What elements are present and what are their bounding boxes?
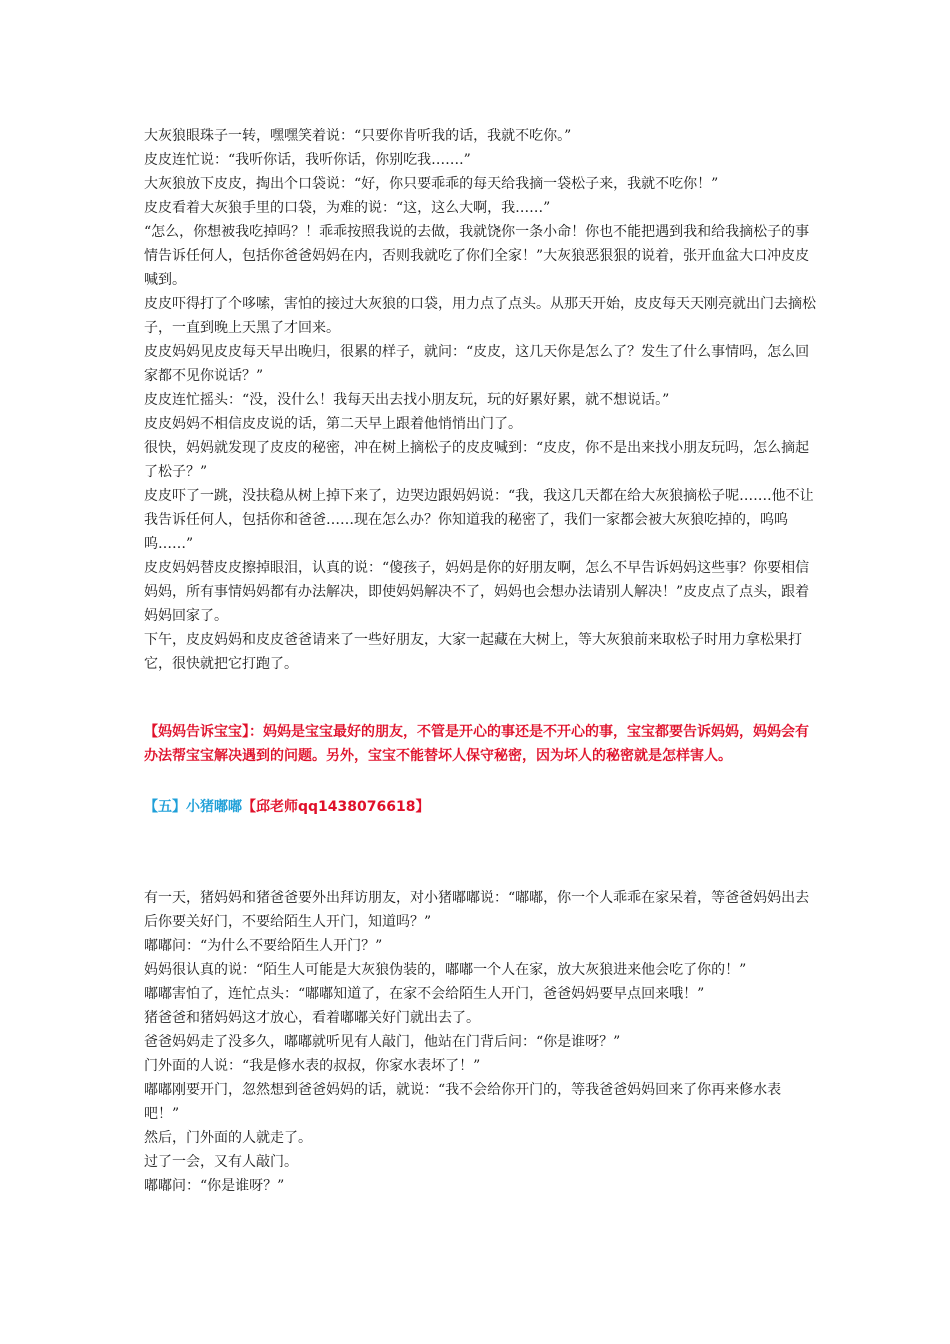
paragraph: 然后，门外面的人就走了。: [144, 1130, 312, 1146]
paragraph: 很快，妈妈就发现了皮皮的秘密，冲在树上摘松子的皮皮喊到：“皮皮，你不是出来找小朋友玩吗，怎么摘起了松子？”: [144, 440, 810, 480]
story-2-body: [144, 886, 816, 1198]
paragraph: “怎么，你想被我吃掉吗？！乖乖按照我说的去做，我就饶你一条小命！你也不能把遇到我和给我摘松子的事情告诉任何人，包括你爸爸妈妈在内，否则我就吃了你们全家！”大灰狼恶狠狠的说着，张开血盆大口冲皮皮喊到。: [144, 224, 810, 288]
paragraph: 门外面的人说：“我是修水表的叔叔，你家水表坏了！”: [144, 1058, 481, 1074]
section-number: 【五】: [144, 799, 186, 815]
paragraph: 大灰狼放下皮皮，掏出个口袋说：“好，你只要乖乖的每天给我摘一袋松子来，我就不吃你！”: [144, 176, 719, 192]
paragraph: 嘟嘟害怕了，连忙点头：“嘟嘟知道了，在家不会给陌生人开门，爸爸妈妈要早点回来哦！”: [144, 986, 705, 1002]
section-title: 小猪嘟嘟: [186, 799, 242, 815]
paragraph: 大灰狼眼珠子一转，嘿嘿笑着说：“只要你肯听我的话，我就不吃你。”: [144, 128, 572, 144]
paragraph: 皮皮妈妈替皮皮擦掉眼泪，认真的说：“傻孩子，妈妈是你的好朋友啊，怎么不早告诉妈妈这些事？你要相信妈妈，所有事情妈妈都有办法解决，即使妈妈解决不了，妈妈也会想办法请别人解决！”皮皮点了点头，跟着妈妈回家了。: [144, 560, 810, 624]
paragraph: 皮皮吓得打了个哆嗦，害怕的接过大灰狼的口袋，用力点了点头。从那天开始，皮皮每天天刚亮就出门去摘松子，一直到晚上天黑了才回来。: [144, 296, 816, 336]
teacher-contact: 【邱老师qq1438076618】: [242, 799, 430, 815]
paragraph: 皮皮看着大灰狼手里的口袋，为难的说：“这，这么大啊，我……”: [144, 200, 551, 216]
paragraph: 皮皮连忙说：“我听你话，我听你话，你别吃我…….”: [144, 152, 471, 168]
story-1-body: [144, 124, 816, 676]
moral-label: 【妈妈告诉宝宝】: [144, 724, 249, 740]
paragraph: 皮皮吓了一跳，没扶稳从树上掉下来了，边哭边跟妈妈说：“我，我这几天都在给大灰狼摘松子呢…….他不让我告诉任何人，包括你和爸爸……现在怎么办？你知道我的秘密了，我们一家都会被大灰狼吃掉的，呜呜呜……”: [144, 488, 814, 552]
moral-note: [144, 720, 816, 768]
paragraph: 皮皮妈妈见皮皮每天早出晚归，很累的样子，就问：“皮皮，这几天你是怎么了？发生了什么事情吗，怎么回家都不见你说话？”: [144, 344, 810, 384]
section-heading: [144, 795, 816, 819]
paragraph: 嘟嘟刚要开门，忽然想到爸爸妈妈的话，就说：“我不会给你开门的，等我爸爸妈妈回来了你再来修水表吧！”: [144, 1082, 782, 1122]
paragraph: 皮皮连忙摇头：“没，没什么！我每天出去找小朋友玩，玩的好累好累，就不想说话。”: [144, 392, 670, 408]
paragraph: 下午，皮皮妈妈和皮皮爸爸请来了一些好朋友，大家一起藏在大树上，等大灰狼前来取松子时用力拿松果打它，很快就把它打跑了。: [144, 632, 802, 672]
paragraph: 皮皮妈妈不相信皮皮说的话，第二天早上跟着他悄悄出门了。: [144, 416, 522, 432]
paragraph: 过了一会，又有人敲门。: [144, 1154, 298, 1170]
paragraph: 爸爸妈妈走了没多久，嘟嘟就听见有人敲门，他站在门背后问：“你是谁呀？”: [144, 1034, 621, 1050]
paragraph: 嘟嘟问：“你是谁呀？”: [144, 1178, 285, 1194]
paragraph: 妈妈很认真的说：“陌生人可能是大灰狼伪装的，嘟嘟一个人在家，放大灰狼进来他会吃了你的！”: [144, 962, 747, 978]
moral-text: ：妈妈是宝宝最好的朋友，不管是开心的事还是不开心的事，宝宝都要告诉妈妈，妈妈会有办法帮宝宝解决遇到的问题。另外，宝宝不能替坏人保守秘密，因为坏人的秘密就是怎样害人。: [144, 724, 809, 764]
paragraph: 猪爸爸和猪妈妈这才放心，看着嘟嘟关好门就出去了。: [144, 1010, 480, 1026]
paragraph: 有一天，猪妈妈和猪爸爸要外出拜访朋友，对小猪嘟嘟说：“嘟嘟，你一个人乖乖在家呆着，等爸爸妈妈出去后你要关好门，不要给陌生人开门，知道吗？”: [144, 890, 810, 930]
paragraph: 嘟嘟问：“为什么不要给陌生人开门？”: [144, 938, 383, 954]
